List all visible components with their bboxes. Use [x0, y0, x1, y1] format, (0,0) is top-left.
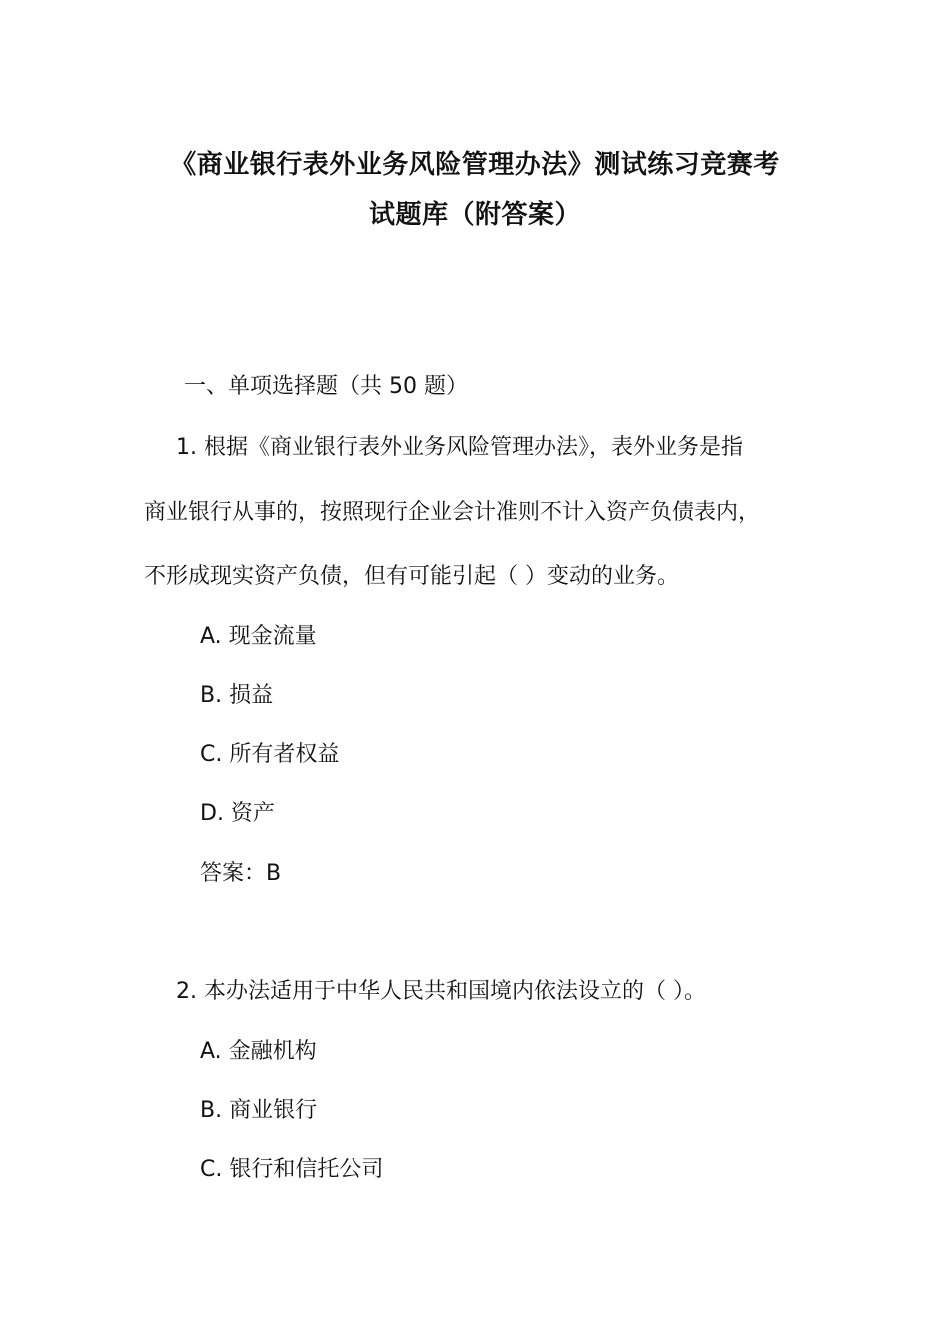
section-heading: 一、单项选择题（共 50 题）: [184, 374, 468, 399]
question-2-option-a: A. 金融机构: [200, 1039, 317, 1064]
question-1-stem-line-1: 1. 根据《商业银行表外业务风险管理办法》，表外业务是指: [176, 435, 743, 460]
document-title-line-2: 试题库（附答案）: [368, 200, 581, 230]
question-1-stem-line-3: 不形成现实资产负债，但有可能引起（ ）变动的业务。: [144, 564, 679, 589]
question-2-option-c: C. 银行和信托公司: [200, 1157, 384, 1182]
question-2-option-b: B. 商业银行: [200, 1098, 318, 1123]
question-1-option-d: D. 资产: [200, 801, 275, 826]
document-title-line-1: 《商业银行表外业务风险管理办法》测试练习竞赛考: [170, 150, 780, 180]
question-1-option-c: C. 所有者权益: [200, 742, 340, 767]
question-1-option-b: B. 损益: [200, 683, 274, 708]
question-2-stem-line-1: 2. 本办法适用于中华人民共和国境内依法设立的（ ）。: [176, 979, 706, 1004]
question-1-option-a: A. 现金流量: [200, 624, 317, 649]
question-1-answer: 答案：B: [200, 861, 282, 886]
question-1-stem-line-2: 商业银行从事的，按照现行企业会计准则不计入资产负债表内，: [144, 500, 761, 525]
